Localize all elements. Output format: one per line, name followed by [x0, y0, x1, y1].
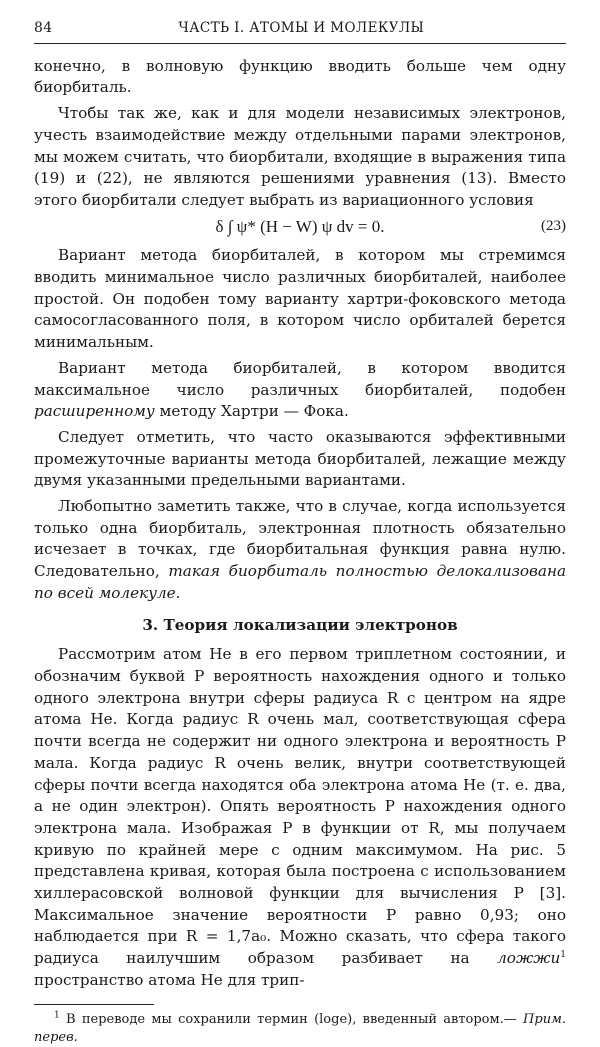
footnote-text: В переводе мы сохранили термин (loge), введенный автором.— — [59, 1011, 524, 1027]
section-heading: 3. Теория локализации электронов — [142, 615, 458, 634]
text-span: Любопытно заметить также, что в случае, когда используется только одна биорбиталь, электронная плотность обязательно исчезает в точках, где биорбитальная функция равна нулю. Следовательно, — [34, 497, 566, 581]
running-header — [34, 18, 566, 44]
text-span: методу Хартри — Фока. — [154, 402, 349, 421]
text-span: Рассмотрим атом He в его первом триплетном состоянии, и обозначим буквой P вероятность нахождения одного и только одного электрона внутри сферы радиуса R с центром на ядре атома He. Когда радиус R очень мал, соответствующая сфера почти всегда не содержит ни одного электрона и вероятность P мала. Когда радиус R очень велик, внутри соответствующей сферы почти всегда находятся оба электрона атома He (т. е. два, а не один электрон). Опять вероятность P нахождения одного электрона мала. Изображая P в функции от R, мы получаем кривую по крайней мере с одним максимумом. На рис. 5 представлена кривая, которая была построена с использованием хиллерасовской волновой функции для вычисления P [3]. Максимальное значение вероятности P равно 0,93; оно наблюдается при R = 1,7a₀. Можно сказать, что сфера такого радиуса наилучшим образом разбивает на — [34, 645, 566, 968]
footnote — [34, 1011, 566, 1047]
paragraph-delocalization — [34, 496, 566, 605]
document-page — [34, 18, 566, 1045]
equation-number: (23) — [541, 217, 566, 234]
paragraph-helium — [34, 644, 566, 991]
footnote-divider — [34, 1004, 154, 1005]
footnote-number: 1 — [54, 1010, 60, 1021]
running-title: ЧАСТЬ I. АТОМЫ И МОЛЕКУЛЫ — [178, 20, 425, 36]
footnote-marker: 1 — [560, 950, 566, 961]
text-span: . — [175, 583, 181, 602]
emphasis-text: такая биорбиталь полностью делокализована по всей молекуле — [34, 562, 566, 602]
page-number: 84 — [34, 20, 53, 36]
footnote-note: Прим. перев. — [34, 1011, 566, 1045]
paragraph-minimal-variant: Вариант метода биорбиталей, в котором мы стремимся вводить минимальное число различных биорбиталей, наиболее простой. Он подобен тому варианту хартри-фоковского метода самосогласованного поля, в котором число орбиталей берется минимальным. — [34, 246, 566, 352]
emphasis-text: ложжи — [497, 949, 561, 968]
paragraph-variational: Чтобы так же, как и для модели независимых электронов, учесть взаимодействие между отдельными парами электронов, мы можем считать, что биорбитали, входящие в выражения типа (19) и (22), не являются решениями уравнения (13). Вместо этого биорбитали следует выбрать из вариационного условия — [34, 104, 566, 209]
paragraph-maximal-variant — [34, 358, 566, 423]
equation-expression: δ ∫ ψ* (H − W) ψ dv = 0. — [215, 216, 385, 236]
paragraph-intermediate: Следует отметить, что часто оказываются эффективными промежуточные варианты метода биорбиталей, лежащие между двумя указанными предельными вариантами. — [34, 427, 566, 490]
text-span: Вариант метода биорбиталей, в котором вводится максимальное число различных биорбиталей, подобен — [34, 358, 566, 399]
emphasis-text: расширенному — [34, 402, 155, 421]
paragraph-continuation: конечно, в волновую функцию вводить больше чем одну биорбиталь. — [34, 56, 566, 97]
equation-23 — [34, 216, 566, 238]
text-span: пространство атома He для трип- — [34, 970, 305, 989]
